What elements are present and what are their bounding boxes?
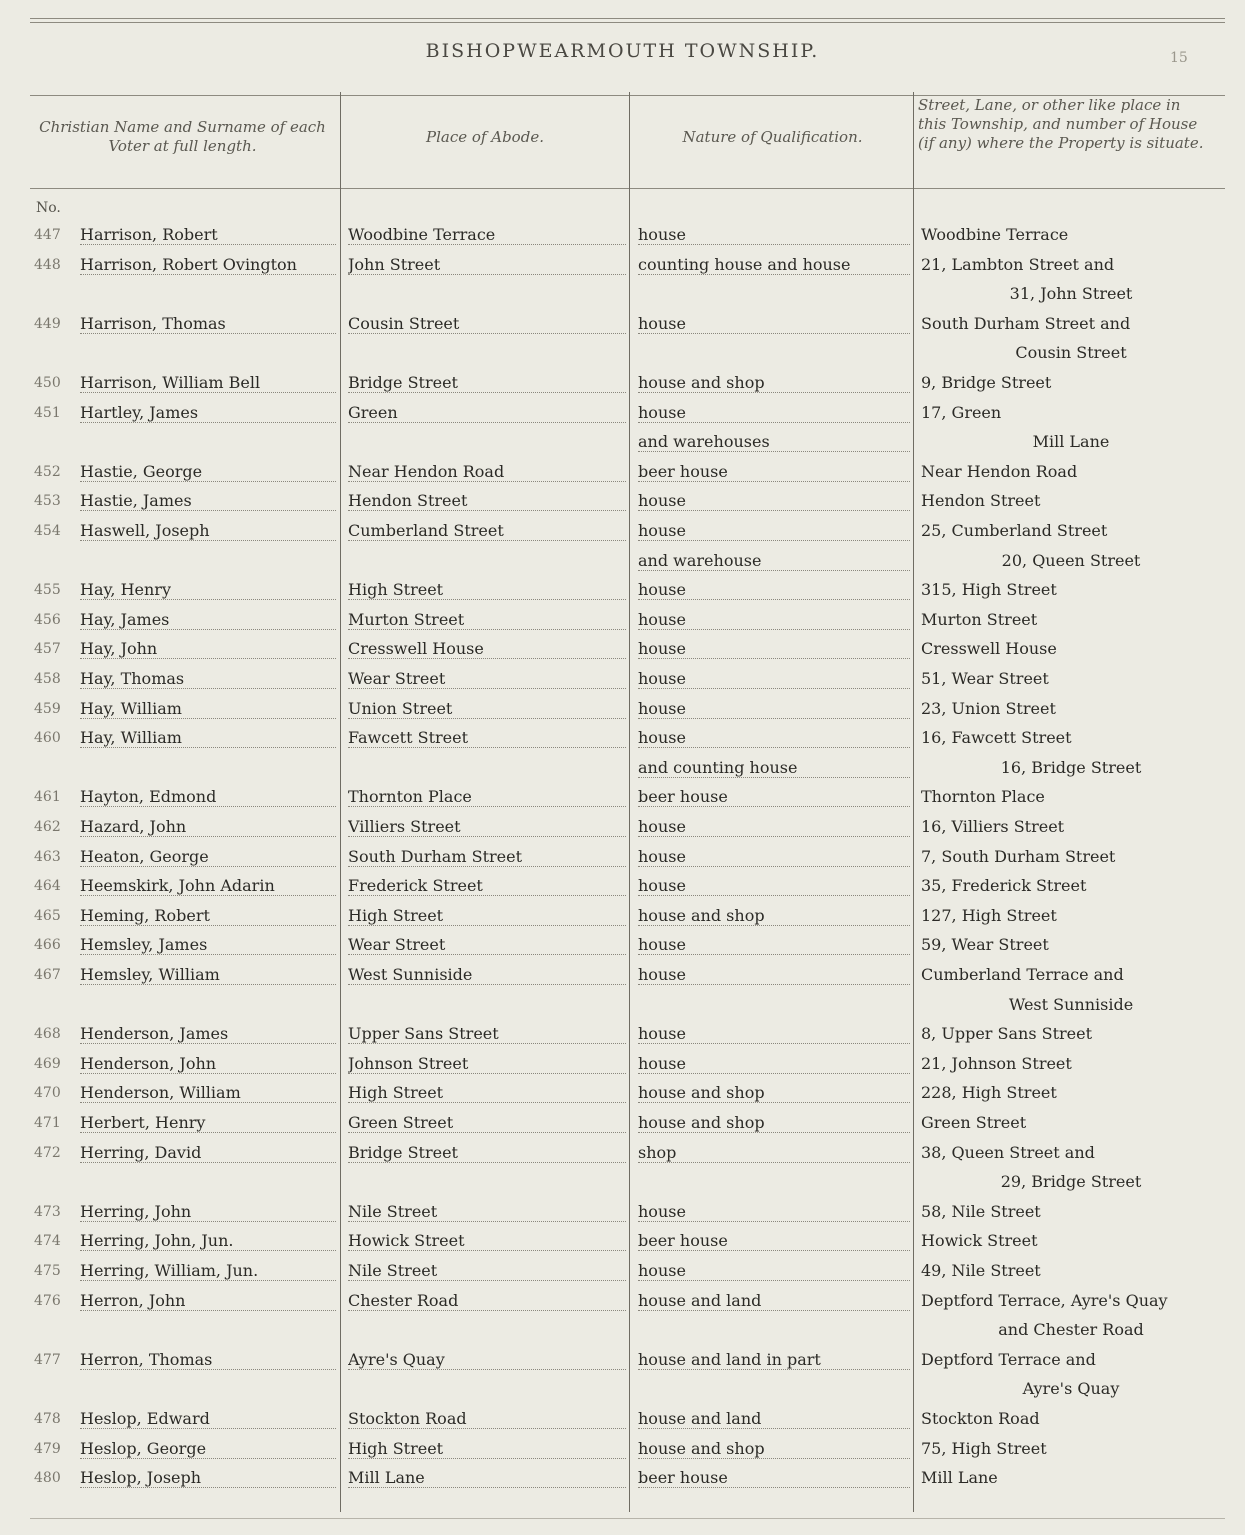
place-of-abode: High Street — [348, 1439, 626, 1459]
table-row — [0, 639, 1245, 669]
voter-name: Hastie, James — [80, 491, 336, 511]
property-street: Cousin Street — [1015, 343, 1127, 363]
qualification: house and land — [638, 1291, 910, 1311]
voter-number — [34, 995, 74, 997]
qualification: house — [638, 580, 910, 600]
place-of-abode: Green — [348, 403, 626, 423]
qualification: and warehouse — [638, 551, 910, 571]
voter-name: Hartley, James — [80, 403, 336, 423]
property-street: Deptford Terrace, Ayre's Quay — [921, 1290, 1168, 1310]
voter-name: Henderson, James — [80, 1024, 336, 1044]
voter-number: 472 — [34, 1144, 61, 1161]
property-street: 75, High Street — [921, 1438, 1047, 1458]
property-street: Cumberland Terrace and — [921, 965, 1124, 984]
table-row — [0, 876, 1245, 906]
property-street: 16, Bridge Street — [1000, 757, 1142, 777]
table-row — [0, 1439, 1245, 1469]
place-of-abode: Woodbine Terrace — [348, 225, 626, 245]
table-row — [0, 1350, 1245, 1380]
voter-number — [34, 1379, 74, 1381]
voter-name: Hay, William — [80, 699, 336, 719]
table-row — [0, 1291, 1245, 1321]
voter-number: 451 — [34, 404, 61, 421]
place-of-abode: Frederick Street — [348, 876, 626, 896]
property-street: 16, Villiers Street — [921, 817, 1065, 836]
voter-name: Harrison, Robert — [80, 225, 336, 245]
table-row — [0, 373, 1245, 403]
property-street: South Durham Street and — [921, 313, 1131, 333]
property-street: Mill Lane — [1032, 432, 1110, 452]
place-of-abode: Stockton Road — [348, 1409, 626, 1429]
voter-number: 458 — [34, 671, 61, 687]
header-abode: Place of Abode. — [426, 128, 544, 146]
voter-number: 448 — [34, 256, 61, 273]
qualification: house — [638, 225, 910, 245]
place-of-abode: Chester Road — [348, 1291, 626, 1311]
place-of-abode: Howick Street — [348, 1231, 626, 1251]
voter-number: 476 — [34, 1292, 61, 1309]
qualification: house — [638, 1054, 910, 1074]
table-row — [0, 403, 1245, 433]
table-row — [0, 1409, 1245, 1439]
voter-number: 450 — [34, 375, 61, 391]
voter-name: Heming, Robert — [80, 906, 336, 926]
property-street: and Chester Road — [998, 1320, 1144, 1340]
qualification: house — [638, 1202, 910, 1222]
table-row — [0, 462, 1245, 492]
qualification: house — [638, 817, 910, 837]
place-of-abode: High Street — [348, 580, 626, 600]
table-row — [0, 1261, 1245, 1291]
property-street: 59, Wear Street — [921, 935, 1049, 955]
voter-number: 449 — [34, 315, 61, 332]
voter-number: 457 — [34, 641, 61, 658]
voter-number: 461 — [34, 789, 61, 806]
place-of-abode: Cumberland Street — [348, 521, 626, 541]
place-of-abode: Green Street — [348, 1113, 626, 1133]
property-street: 20, Queen Street — [1001, 550, 1141, 570]
qualification: beer house — [638, 462, 910, 482]
table-row — [0, 1468, 1245, 1498]
property-street: Howick Street — [921, 1231, 1038, 1251]
place-of-abode: Wear Street — [348, 669, 626, 689]
place-of-abode: Johnson Street — [348, 1054, 626, 1074]
property-street: Hendon Street — [921, 491, 1041, 511]
qualification: counting house and house — [638, 255, 910, 275]
voter-name: Herring, David — [80, 1143, 336, 1163]
qualification: house — [638, 491, 910, 511]
table-row — [0, 284, 1245, 314]
qualification: house — [638, 728, 910, 748]
number-label: No. — [36, 200, 61, 216]
table-row — [0, 1320, 1245, 1350]
table-row — [0, 1202, 1245, 1232]
table-row — [0, 965, 1245, 995]
property-street: 58, Nile Street — [921, 1201, 1041, 1221]
voter-number: 470 — [34, 1085, 61, 1102]
property-street: 8, Upper Sans Street — [921, 1024, 1093, 1044]
table-row — [0, 610, 1245, 640]
voter-name: Hastie, George — [80, 462, 336, 482]
bottom-rule — [30, 1518, 1225, 1519]
place-of-abode: Ayre's Quay — [348, 1350, 626, 1370]
table-row — [0, 432, 1245, 462]
qualification: beer house — [638, 1468, 910, 1488]
qualification: house — [638, 699, 910, 719]
qualification: and warehouses — [638, 432, 910, 452]
top-rule — [30, 18, 1225, 19]
voter-name: Hay, William — [80, 728, 336, 748]
qualification: house — [638, 876, 910, 896]
qualification: house — [638, 1261, 910, 1281]
voter-name: Hemsley, James — [80, 935, 336, 955]
place-of-abode: Bridge Street — [348, 1143, 626, 1163]
voter-name: Heemskirk, John Adarin — [80, 876, 336, 896]
voter-number: 463 — [34, 848, 61, 865]
voter-name: Heslop, George — [80, 1439, 336, 1459]
table-row — [0, 847, 1245, 877]
qualification: house and shop — [638, 1083, 910, 1103]
voter-number: 454 — [34, 523, 61, 539]
voter-name: Harrison, William Bell — [80, 373, 336, 393]
table-row — [0, 1054, 1245, 1084]
property-street: Woodbine Terrace — [921, 225, 1069, 244]
property-street: 16, Fawcett Street — [921, 728, 1072, 748]
voter-name: Henderson, John — [80, 1054, 336, 1074]
place-of-abode: Murton Street — [348, 610, 626, 630]
voter-number: 460 — [34, 730, 61, 747]
place-of-abode: High Street — [348, 906, 626, 926]
property-street: 7, South Durham Street — [921, 846, 1116, 866]
voter-number: 468 — [34, 1026, 61, 1043]
table-row — [0, 1231, 1245, 1261]
property-street: 21, Johnson Street — [921, 1053, 1072, 1073]
table-row — [0, 787, 1245, 817]
voter-number — [34, 1320, 74, 1322]
place-of-abode: Near Hendon Road — [348, 462, 626, 482]
qualification: house — [638, 669, 910, 689]
voter-name: Heslop, Edward — [80, 1409, 336, 1429]
voter-number: 466 — [34, 937, 61, 954]
table-row — [0, 343, 1245, 373]
voter-number: 469 — [34, 1055, 61, 1072]
place-of-abode: Cousin Street — [348, 314, 626, 334]
table-row — [0, 906, 1245, 936]
voter-number: 455 — [34, 582, 61, 599]
qualification: house — [638, 610, 910, 630]
voter-name: Hazard, John — [80, 817, 336, 837]
property-street: 31, John Street — [1009, 284, 1133, 304]
property-street: Cresswell House — [921, 639, 1057, 659]
voter-number: 473 — [34, 1203, 61, 1220]
property-street: Murton Street — [921, 609, 1038, 629]
voter-number — [34, 1172, 74, 1174]
voter-name: Haswell, Joseph — [80, 521, 336, 541]
table-row — [0, 225, 1245, 255]
voter-number: 464 — [34, 878, 61, 895]
qualification: house and shop — [638, 1113, 910, 1133]
voter-name: Harrison, Thomas — [80, 314, 336, 334]
property-street: 21, Lambton Street and — [921, 254, 1115, 274]
qualification: house — [638, 521, 910, 541]
header-qualification: Nature of Qualification. — [682, 128, 863, 146]
voter-number — [34, 343, 74, 345]
qualification: house — [638, 847, 910, 867]
page-title: BISHOPWEARMOUTH TOWNSHIP. — [425, 40, 820, 62]
table-row — [0, 551, 1245, 581]
property-street: 315, High Street — [921, 580, 1057, 600]
voter-number: 479 — [34, 1440, 61, 1457]
voter-name: Herron, John — [80, 1291, 336, 1311]
property-street: 23, Union Street — [921, 698, 1056, 718]
voter-name: Herron, Thomas — [80, 1350, 336, 1370]
property-street: Stockton Road — [921, 1409, 1040, 1428]
voter-name: Herring, John, Jun. — [80, 1231, 336, 1251]
voter-number: 467 — [34, 967, 61, 983]
voter-number: 480 — [34, 1470, 61, 1487]
page-number: 15 — [1170, 50, 1188, 66]
place-of-abode: Thornton Place — [348, 787, 626, 807]
table-row — [0, 521, 1245, 551]
voter-number: 465 — [34, 907, 61, 924]
place-of-abode: Nile Street — [348, 1261, 626, 1281]
qualification: house — [638, 965, 910, 985]
voter-name: Hemsley, William — [80, 965, 336, 985]
qualification: beer house — [638, 787, 910, 807]
voter-number — [34, 551, 74, 553]
table-row — [0, 255, 1245, 285]
voter-number — [34, 432, 74, 434]
property-street: 29, Bridge Street — [1000, 1172, 1142, 1192]
property-street: 38, Queen Street and — [921, 1142, 1095, 1162]
header-bottom-rule — [30, 188, 1225, 189]
voter-number: 475 — [34, 1263, 61, 1279]
table-row — [0, 1113, 1245, 1143]
voter-number — [34, 284, 74, 286]
place-of-abode: Villiers Street — [348, 817, 626, 837]
table-row — [0, 1024, 1245, 1054]
qualification: house — [638, 1024, 910, 1044]
voter-name: Herring, William, Jun. — [80, 1261, 336, 1281]
voter-number — [34, 758, 74, 760]
qualification: house — [638, 314, 910, 334]
property-street: 228, High Street — [921, 1083, 1057, 1103]
qualification: house — [638, 403, 910, 423]
voter-number: 447 — [34, 227, 61, 243]
place-of-abode: Upper Sans Street — [348, 1024, 626, 1044]
qualification: house and shop — [638, 906, 910, 926]
voter-name: Heslop, Joseph — [80, 1468, 336, 1488]
voter-number: 477 — [34, 1351, 61, 1368]
table-row — [0, 1143, 1245, 1173]
property-street: 49, Nile Street — [921, 1261, 1041, 1280]
property-street: Deptford Terrace and — [921, 1349, 1096, 1369]
property-street: 35, Frederick Street — [921, 876, 1087, 896]
qualification: house and land in part — [638, 1350, 910, 1370]
voter-name: Herring, John — [80, 1202, 336, 1222]
property-street: 127, High Street — [921, 905, 1057, 925]
table-row — [0, 935, 1245, 965]
property-street: Mill Lane — [921, 1468, 998, 1488]
table-row — [0, 728, 1245, 758]
property-street: Thornton Place — [921, 787, 1045, 807]
header-voter: Christian Name and Surname of each Voter at full length. — [39, 118, 326, 155]
property-street: 17, Green — [921, 402, 1002, 422]
property-street: Near Hendon Road — [921, 461, 1078, 481]
table-row — [0, 817, 1245, 847]
property-street: 9, Bridge Street — [921, 373, 1052, 392]
voter-name: Hay, Thomas — [80, 669, 336, 689]
qualification: house and shop — [638, 1439, 910, 1459]
place-of-abode: Hendon Street — [348, 491, 626, 511]
header-street: Street, Lane, or other like place in this Township, and number of House (if any) where the Property is situate. — [918, 96, 1204, 152]
qualification: house — [638, 639, 910, 659]
place-of-abode: Wear Street — [348, 935, 626, 955]
voter-name: Harrison, Robert Ovington — [80, 255, 336, 275]
voter-name: Herbert, Henry — [80, 1113, 336, 1133]
table-row — [0, 669, 1245, 699]
place-of-abode: John Street — [348, 255, 626, 275]
place-of-abode: Bridge Street — [348, 373, 626, 393]
property-street: West Sunniside — [1008, 994, 1134, 1014]
property-street: 25, Cumberland Street — [921, 521, 1108, 540]
voter-name: Henderson, William — [80, 1083, 336, 1103]
voter-name: Hay, Henry — [80, 580, 336, 600]
table-row — [0, 491, 1245, 521]
place-of-abode: South Durham Street — [348, 847, 626, 867]
qualification: beer house — [638, 1231, 910, 1251]
voter-name: Hayton, Edmond — [80, 787, 336, 807]
table-row — [0, 1172, 1245, 1202]
place-of-abode: West Sunniside — [348, 965, 626, 985]
voter-name: Hay, John — [80, 639, 336, 659]
voter-number: 456 — [34, 611, 61, 628]
table-row — [0, 580, 1245, 610]
voter-name: Heaton, George — [80, 847, 336, 867]
voter-number: 471 — [34, 1115, 61, 1131]
voter-number: 474 — [34, 1233, 61, 1250]
voter-number: 459 — [34, 700, 61, 717]
property-street: Green Street — [921, 1113, 1027, 1132]
voter-number: 452 — [34, 463, 61, 480]
place-of-abode: High Street — [348, 1083, 626, 1103]
table-row — [0, 995, 1245, 1025]
place-of-abode: Fawcett Street — [348, 728, 626, 748]
qualification: shop — [638, 1143, 910, 1163]
qualification: house and shop — [638, 373, 910, 393]
place-of-abode: Cresswell House — [348, 639, 626, 659]
voter-name: Hay, James — [80, 610, 336, 630]
property-street: 51, Wear Street — [921, 669, 1049, 688]
table-row — [0, 314, 1245, 344]
place-of-abode: Nile Street — [348, 1202, 626, 1222]
place-of-abode: Mill Lane — [348, 1468, 626, 1488]
table-row — [0, 1379, 1245, 1409]
voter-number: 462 — [34, 819, 61, 835]
place-of-abode: Union Street — [348, 699, 626, 719]
qualification: and counting house — [638, 758, 910, 778]
property-street: Ayre's Quay — [1022, 1379, 1120, 1399]
table-row — [0, 758, 1245, 788]
qualification: house and land — [638, 1409, 910, 1429]
table-row — [0, 699, 1245, 729]
voter-number: 453 — [34, 493, 61, 510]
voter-number: 478 — [34, 1411, 61, 1427]
qualification: house — [638, 935, 910, 955]
table-row — [0, 1083, 1245, 1113]
top-rule-inner — [30, 22, 1225, 23]
